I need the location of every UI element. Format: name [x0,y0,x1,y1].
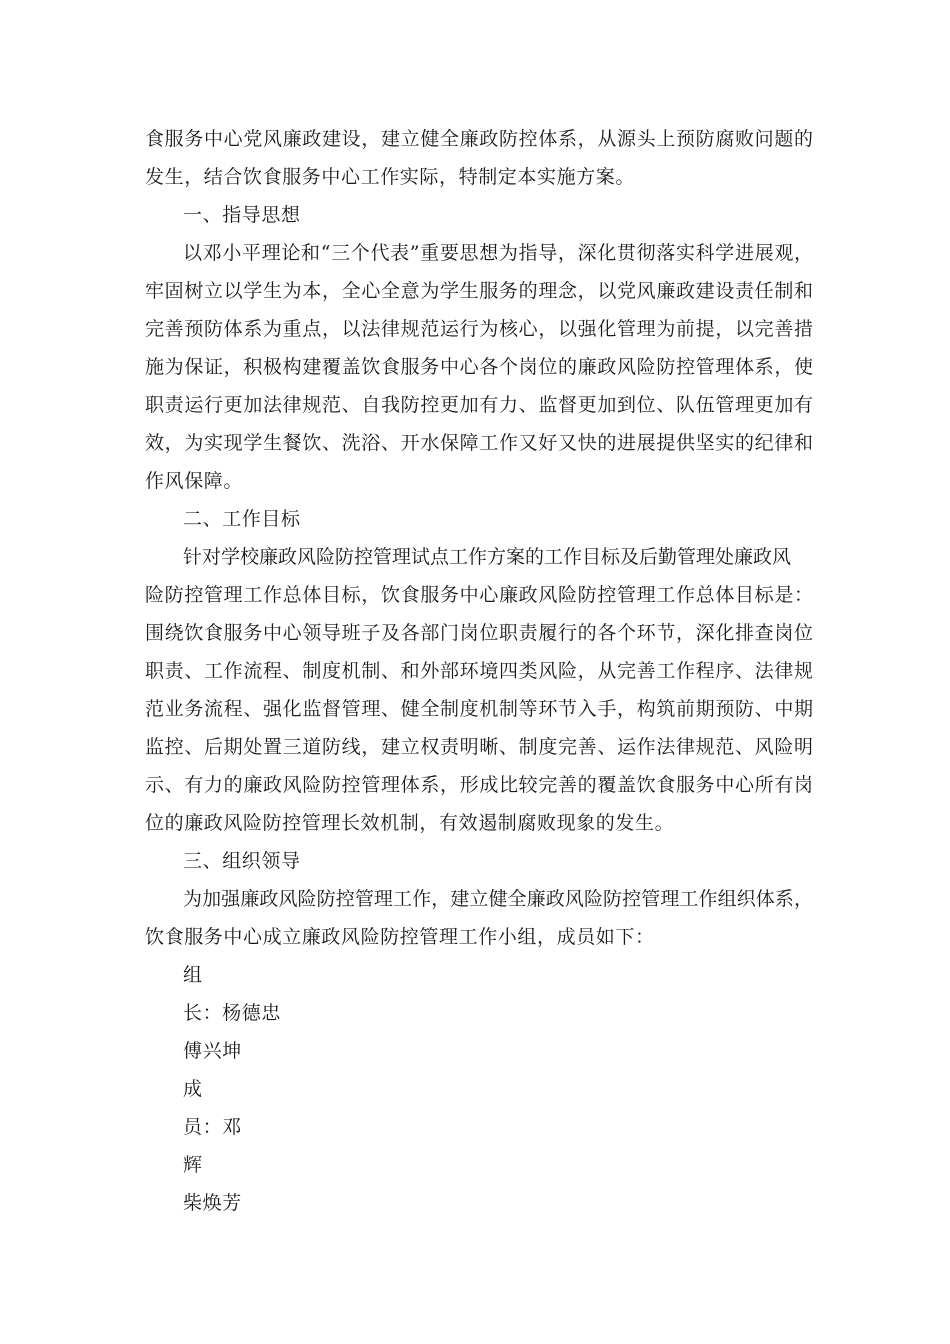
member-label: 成 [183,1078,203,1100]
paragraph-line: 以邓小平理论和“三个代表”重要思想为指导，深化贯彻落实科学进展观， [183,242,813,264]
paragraph-line: 围绕饮食服务中心领导班子及各部门岗位职责履行的各个环节，深化排查岗位 [145,622,813,644]
paragraph-line: 针对学校廉政风险防控管理试点工作方案的工作目标及后勤管理处廉政风 [183,546,792,568]
paragraph-line: 险防控管理工作总体目标，饮食服务中心廉政风险防控管理工作总体目标是： [145,584,813,606]
paragraph-line: 职责运行更加法律规范、自我防控更加有力、监督更加到位、队伍管理更加有 [145,394,813,416]
member-entry: 员：邓 [183,1116,242,1138]
section-heading: 一、指导思想 [183,204,301,226]
paragraph-line: 为加强廉政风险防控管理工作，建立健全廉政风险防控管理工作组织体系， [183,888,813,910]
member-label: 组 [183,964,203,986]
paragraph-line: 作风保障。 [145,470,244,492]
paragraph-line: 职责、工作流程、制度机制、和外部环境四类风险，从完善工作程序、法律规 [145,660,813,682]
member-entry: 长：杨德忠 [183,1002,282,1024]
paragraph-line: 牢固树立以学生为本，全心全意为学生服务的理念，以党风廉政建设责任制和 [145,280,813,302]
paragraph-line: 发生，结合饮食服务中心工作实际，特制定本实施方案。 [145,166,636,188]
paragraph-line: 示、有力的廉政风险防控管理体系，形成比较完善的覆盖饮食服务中心所有岗 [145,774,813,796]
section-heading: 二、工作目标 [183,508,301,530]
paragraph-line: 位的廉政风险防控管理长效机制，有效遏制腐败现象的发生。 [145,812,675,834]
paragraph-line: 施为保证，积极构建覆盖饮食服务中心各个岗位的廉政风险防控管理体系，使 [145,356,813,378]
paragraph-line: 效，为实现学生餐饮、洗浴、开水保障工作又好又快的进展提供坚实的纪律和 [145,432,813,454]
paragraph-line: 食服务中心党风廉政建设，建立健全廉政防控体系，从源头上预防腐败问题的 [145,128,813,150]
member-entry: 柴焕芳 [183,1192,242,1214]
member-entry: 辉 [183,1154,203,1176]
paragraph-line: 监控、后期处置三道防线，建立权责明晰、制度完善、运作法律规范、风险明 [145,736,813,758]
paragraph-line: 范业务流程、强化监督管理、健全制度机制等环节入手，构筑前期预防、中期 [145,698,813,720]
paragraph-line: 饮食服务中心成立廉政风险防控管理工作小组，成员如下： [145,926,655,948]
member-entry: 傅兴坤 [183,1040,242,1062]
paragraph-line: 完善预防体系为重点，以法律规范运行为核心，以强化管理为前提，以完善措 [145,318,813,340]
section-heading: 三、组织领导 [183,850,301,872]
